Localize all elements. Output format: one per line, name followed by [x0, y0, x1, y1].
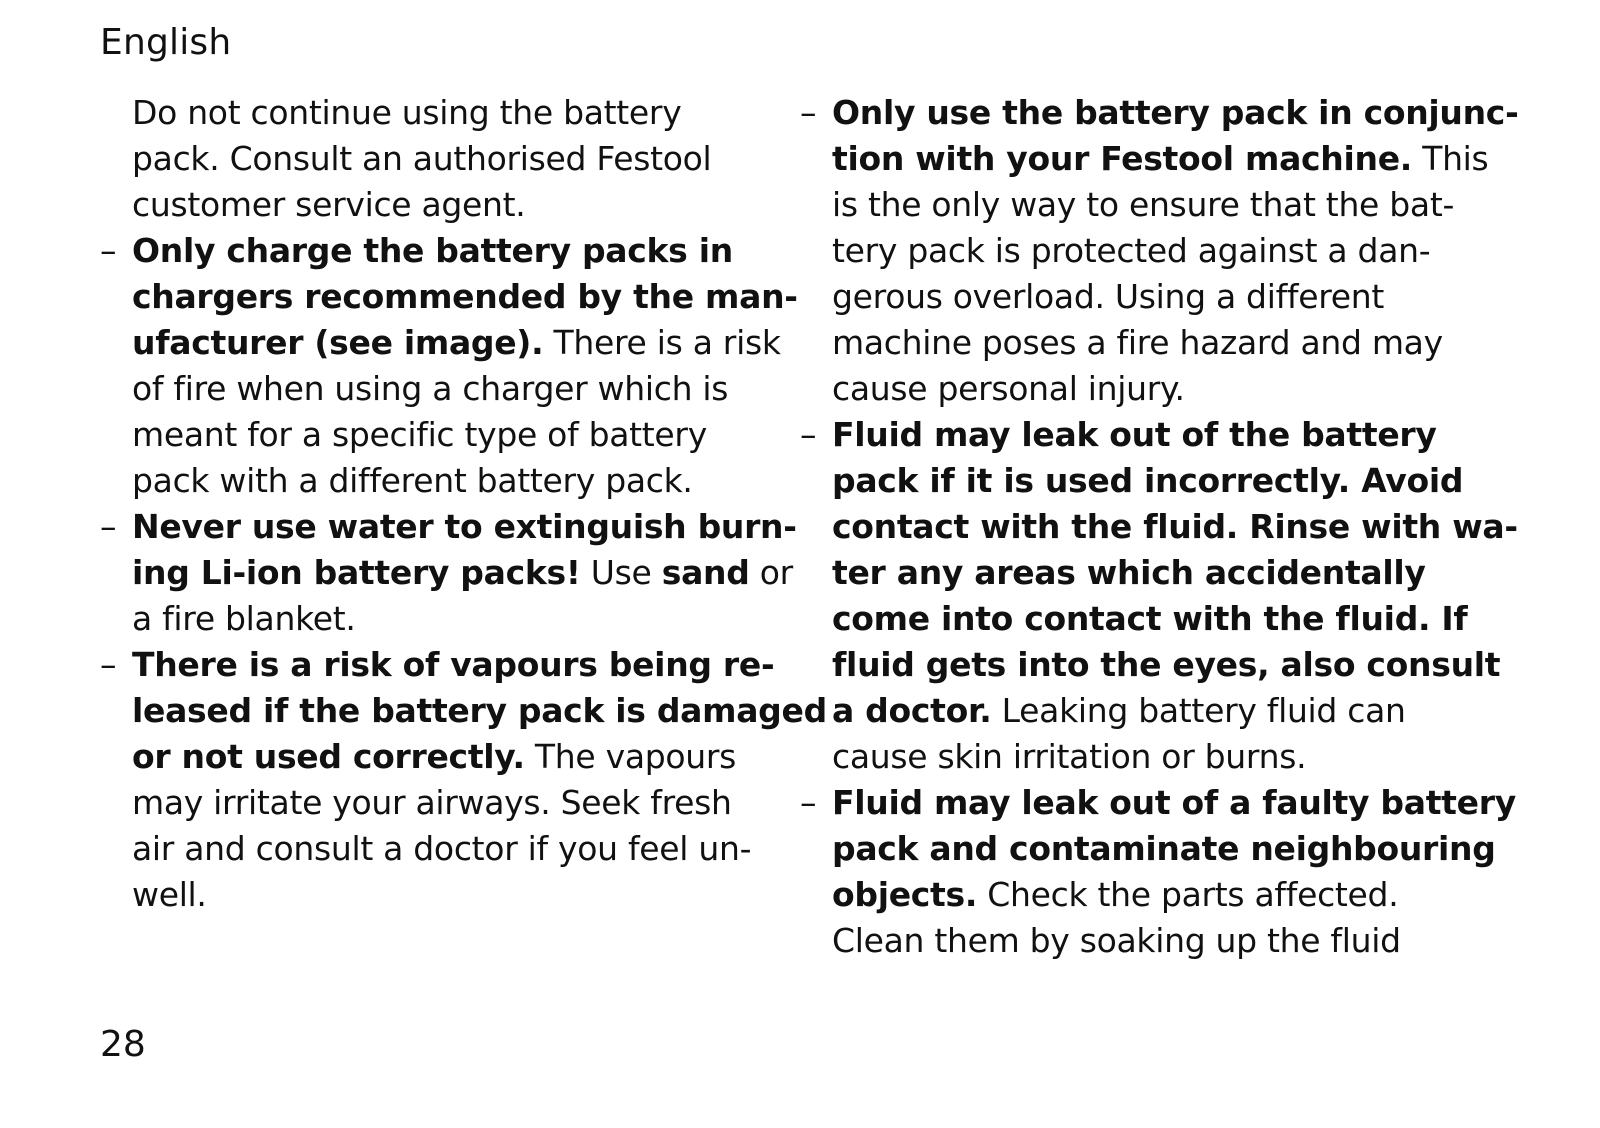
bold-text: Fluid may leak out of a faulty battery: [832, 783, 1516, 822]
bold-text: fluid gets into the eyes, also consult: [832, 645, 1501, 684]
bullet-dash: –: [800, 783, 817, 822]
bold-text: Fluid may leak out of the battery: [832, 415, 1437, 454]
bold-text: pack if it is used incorrectly. Avoid: [832, 461, 1464, 500]
text-line: is the only way to ensure that the bat-: [832, 185, 1455, 224]
body-text: Leaking battery fluid can: [991, 691, 1406, 730]
body-text: There is a risk: [543, 323, 781, 362]
bullet-dash: –: [100, 231, 117, 270]
bold-text: ing Li-ion battery packs!: [132, 553, 581, 592]
bold-text: a doctor.: [832, 691, 992, 730]
text-line: of fire when using a charger which is: [132, 369, 729, 408]
bullet-dash: –: [100, 645, 117, 684]
text-line: Clean them by soaking up the fluid: [832, 921, 1401, 960]
text-line: gerous overload. Using a different: [832, 277, 1385, 316]
text-line: Do not continue using the battery: [132, 93, 682, 132]
bold-text: contact with the fluid. Rinse with wa-: [832, 507, 1518, 546]
text-line: customer service agent.: [132, 185, 526, 224]
bullet-item-water-extinguish: [100, 504, 797, 642]
body-text: Check the parts affected.: [977, 875, 1399, 914]
bullet-item-charge-chargers: [100, 228, 798, 504]
bold-text: or not used correctly.: [132, 737, 525, 776]
text-line: machine poses a fire hazard and may: [832, 323, 1443, 362]
text-line: air and consult a doctor if you feel un-: [132, 829, 752, 868]
bold-text: Only charge the battery packs in: [132, 231, 733, 270]
bold-text: chargers recommended by the man-: [132, 277, 798, 316]
text-line: pack with a different battery pack.: [132, 461, 693, 500]
bold-text: come into contact with the fluid. If: [832, 599, 1468, 638]
body-text: This: [1412, 139, 1489, 178]
bold-text: leased if the battery pack is damaged: [132, 691, 827, 730]
text-line: cause personal injury.: [832, 369, 1185, 408]
page-header-language: English: [100, 22, 232, 63]
bullet-dash: –: [800, 93, 817, 132]
continuation-paragraph: [100, 90, 780, 228]
text-line: may irritate your airways. Seek fresh: [132, 783, 732, 822]
bullet-dash: –: [800, 415, 817, 454]
body-text: or: [749, 553, 793, 592]
page-number: 28: [100, 1024, 146, 1065]
bullet-dash: –: [100, 507, 117, 546]
right-column: [800, 90, 1519, 964]
bullet-item-festool-machine: [800, 90, 1519, 412]
bold-text: Only use the battery pack in conjunc-: [832, 93, 1519, 132]
text-line: tery pack is protected against a dan-: [832, 231, 1431, 270]
text-line: cause skin irritation or burns.: [832, 737, 1307, 776]
bold-text: Never use water to extinguish burn-: [132, 507, 797, 546]
bold-text: sand: [661, 553, 750, 592]
bullet-item-fluid-leak-incorrect: [800, 412, 1518, 780]
bold-text: There is a risk of vapours being re-: [132, 645, 775, 684]
text-line: meant for a specific type of battery: [132, 415, 707, 454]
bold-text: objects.: [832, 875, 978, 914]
text-line: well.: [132, 875, 207, 914]
text-line: pack. Consult an authorised Festool: [132, 139, 712, 178]
body-text: Use: [580, 553, 662, 592]
bold-text: pack and contaminate neighbouring: [832, 829, 1496, 868]
bullet-item-vapours: [100, 642, 827, 918]
bold-text: ufacturer (see image).: [132, 323, 544, 362]
body-text: The vapours: [524, 737, 737, 776]
left-column: [100, 90, 827, 918]
bold-text: ter any areas which accidentally: [832, 553, 1426, 592]
bold-text: tion with your Festool machine.: [832, 139, 1413, 178]
bullet-item-fluid-leak-faulty: [800, 780, 1516, 964]
text-line: a fire blanket.: [132, 599, 356, 638]
